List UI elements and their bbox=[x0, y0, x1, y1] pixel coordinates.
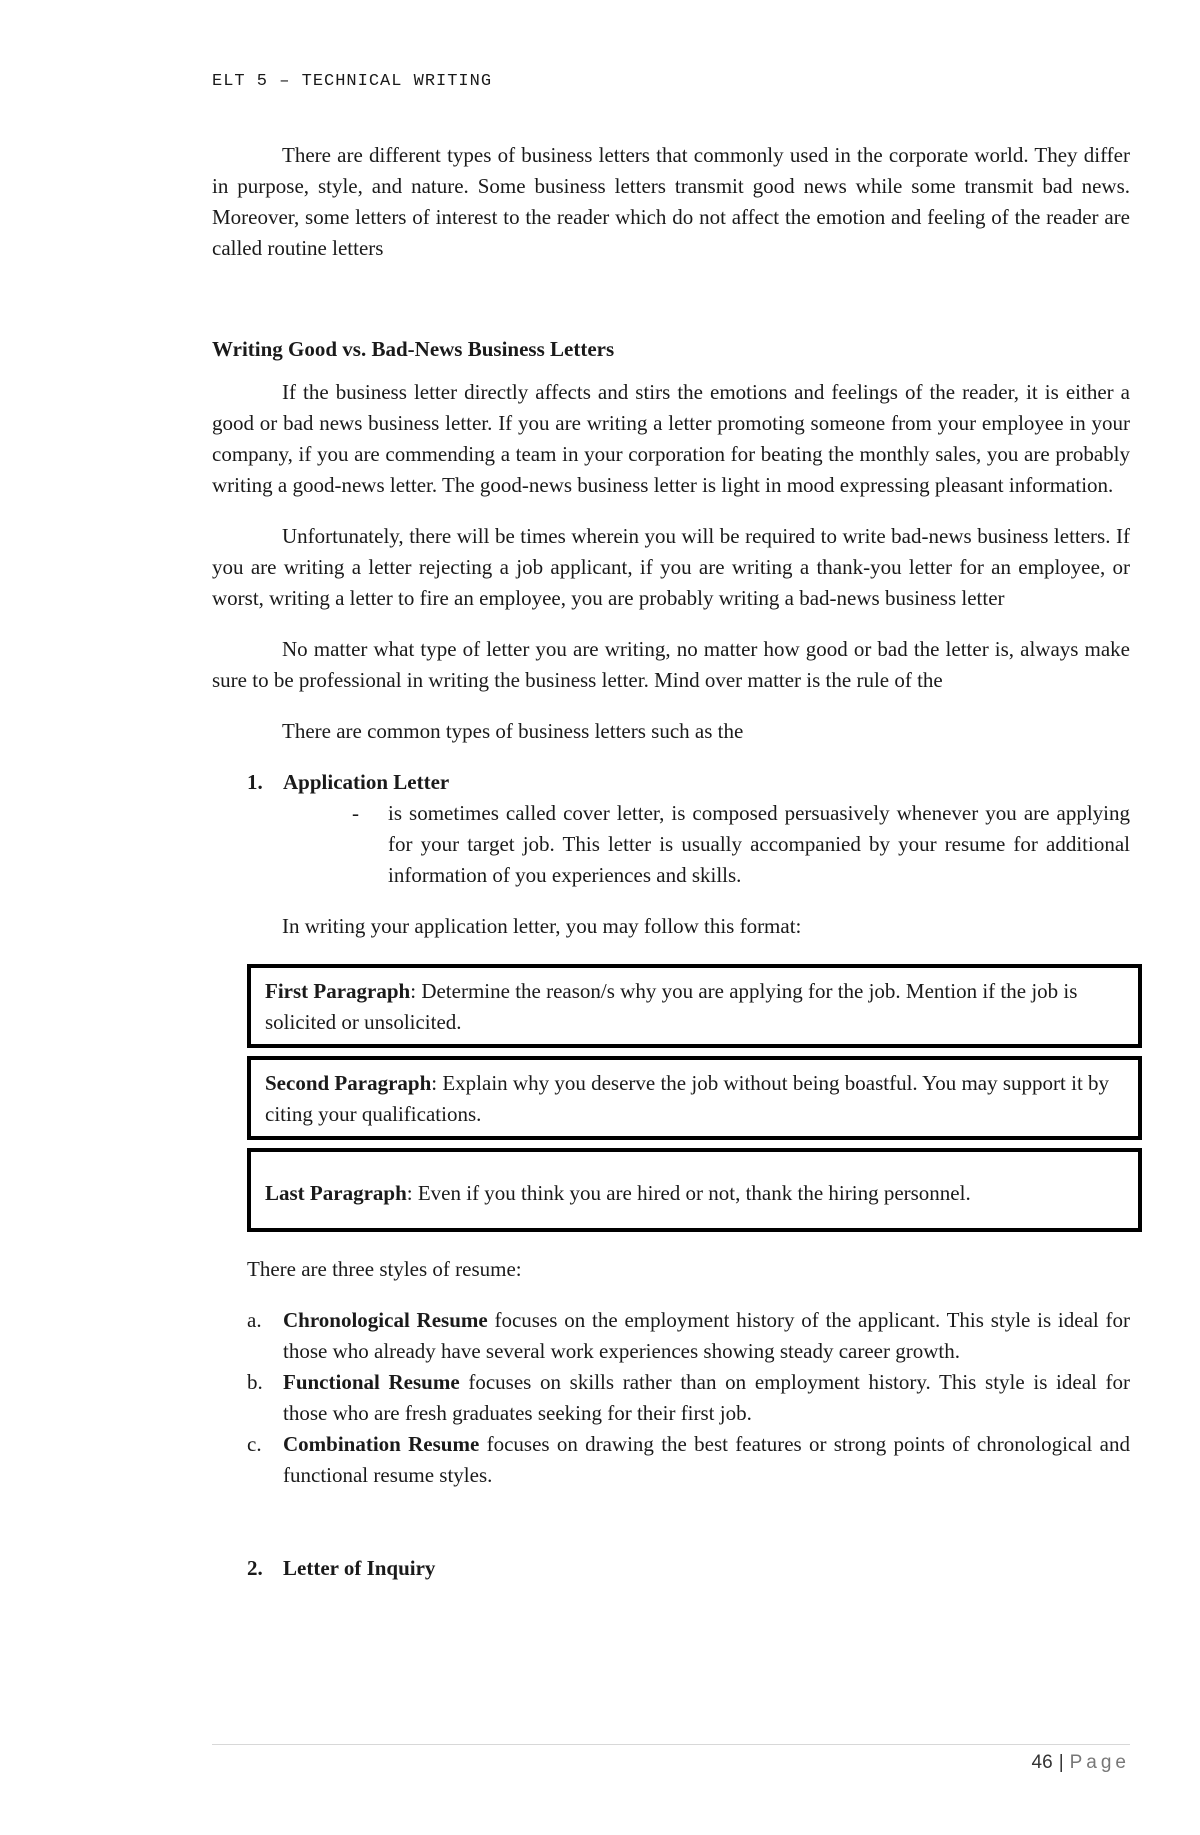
box-text: : Even if you think you are hired or not, thank the hiring personnel. bbox=[406, 1181, 971, 1205]
footer-divider bbox=[212, 1744, 1130, 1745]
page-footer bbox=[1032, 1752, 1130, 1774]
list-item bbox=[247, 1367, 1130, 1429]
box-text: : Determine the reason/s why you are applying for the job. Mention if the job is solicited or unsolicited. bbox=[265, 979, 1078, 1034]
dash-bullet: - bbox=[352, 801, 359, 825]
style-desc: focuses on drawing the best features or strong points of chronological and functional resume styles. bbox=[283, 1432, 1130, 1487]
format-box-second bbox=[247, 1056, 1142, 1140]
list-letter: a. bbox=[247, 1308, 262, 1332]
style-desc: focuses on skills rather than on employment history. This style is ideal for those who are fresh graduates seeking for their first job. bbox=[283, 1370, 1131, 1425]
list-letter: c. bbox=[247, 1432, 262, 1456]
list-letter: b. bbox=[247, 1370, 263, 1394]
footer-separator: | bbox=[1058, 1752, 1064, 1773]
box-label: First Paragraph bbox=[265, 979, 411, 1003]
professional-paragraph: No matter what type of letter you are writing, no matter how good or bad the letter is, always make sure to be professional in writing the business letter. Mind over matter is the rule of the bbox=[212, 637, 1130, 692]
page-label: Page bbox=[1069, 1752, 1130, 1773]
page-number: 46 bbox=[1031, 1752, 1053, 1773]
intro-paragraph: There are different types of business letters that commonly used in the corporate world. They differ in purpose, style, and nature. Some business letters transmit good news while some transmit bad news. Moreover, some letters of interest to the reader which do not affect the emotion and feeling of the reader are called routine letters bbox=[212, 143, 1130, 260]
style-name: Combination Resume bbox=[283, 1432, 480, 1456]
style-name: Functional Resume bbox=[283, 1370, 460, 1394]
list-title: Letter of Inquiry bbox=[283, 1556, 436, 1580]
style-desc: focuses on the employment history of the applicant. This style is ideal for those who already have several work experiences showing steady career growth. bbox=[283, 1308, 1130, 1363]
resume-styles-list bbox=[212, 1305, 1130, 1491]
list-number: 1. bbox=[247, 770, 263, 794]
list-item-letter-of-inquiry bbox=[212, 1553, 1130, 1584]
box-label: Second Paragraph bbox=[265, 1071, 432, 1095]
application-letter-description bbox=[352, 798, 1130, 891]
format-box-last bbox=[247, 1148, 1142, 1232]
list-item-application-letter bbox=[212, 767, 1130, 798]
format-box-first bbox=[247, 964, 1142, 1048]
bad-news-paragraph: Unfortunately, there will be times wherein you will be required to write bad-news business letters. If you are writing a letter rejecting a job applicant, if you are writing a thank-you letter for an employee, or worst, writing a letter to fire an employee, you are probably writing a bad-news business letter bbox=[212, 524, 1130, 610]
description-text: is sometimes called cover letter, is composed persuasively whenever you are applying for your target job. This letter is usually accompanied by your resume for additional information of you experiences and skills. bbox=[388, 801, 1130, 887]
document-body bbox=[212, 140, 1130, 1584]
list-number: 2. bbox=[247, 1556, 263, 1580]
list-title: Application Letter bbox=[283, 770, 450, 794]
resume-styles-intro: There are three styles of resume: bbox=[247, 1257, 522, 1281]
section-heading: Writing Good vs. Bad-News Business Letters bbox=[212, 337, 615, 361]
good-news-paragraph: If the business letter directly affects and stirs the emotions and feelings of the reader, it is either a good or bad news business letter. If you are writing a letter promoting someone from your employee in your company, if you are commending a team in your corporation for beating the monthly sales, you are probably writing a good-news letter. The good-news business letter is light in mood expressing pleasant information. bbox=[212, 380, 1130, 497]
box-text: : Explain why you deserve the job without being boastful. You may support it by citing your qualifications. bbox=[265, 1071, 1110, 1126]
page-header: ELT 5 – TECHNICAL WRITING bbox=[212, 72, 493, 91]
types-intro-paragraph: There are common types of business letters such as the bbox=[282, 719, 744, 743]
style-name: Chronological Resume bbox=[283, 1308, 488, 1332]
box-label: Last Paragraph bbox=[265, 1181, 407, 1205]
list-item bbox=[247, 1429, 1130, 1491]
format-intro: In writing your application letter, you may follow this format: bbox=[282, 914, 802, 938]
list-item bbox=[247, 1305, 1130, 1367]
